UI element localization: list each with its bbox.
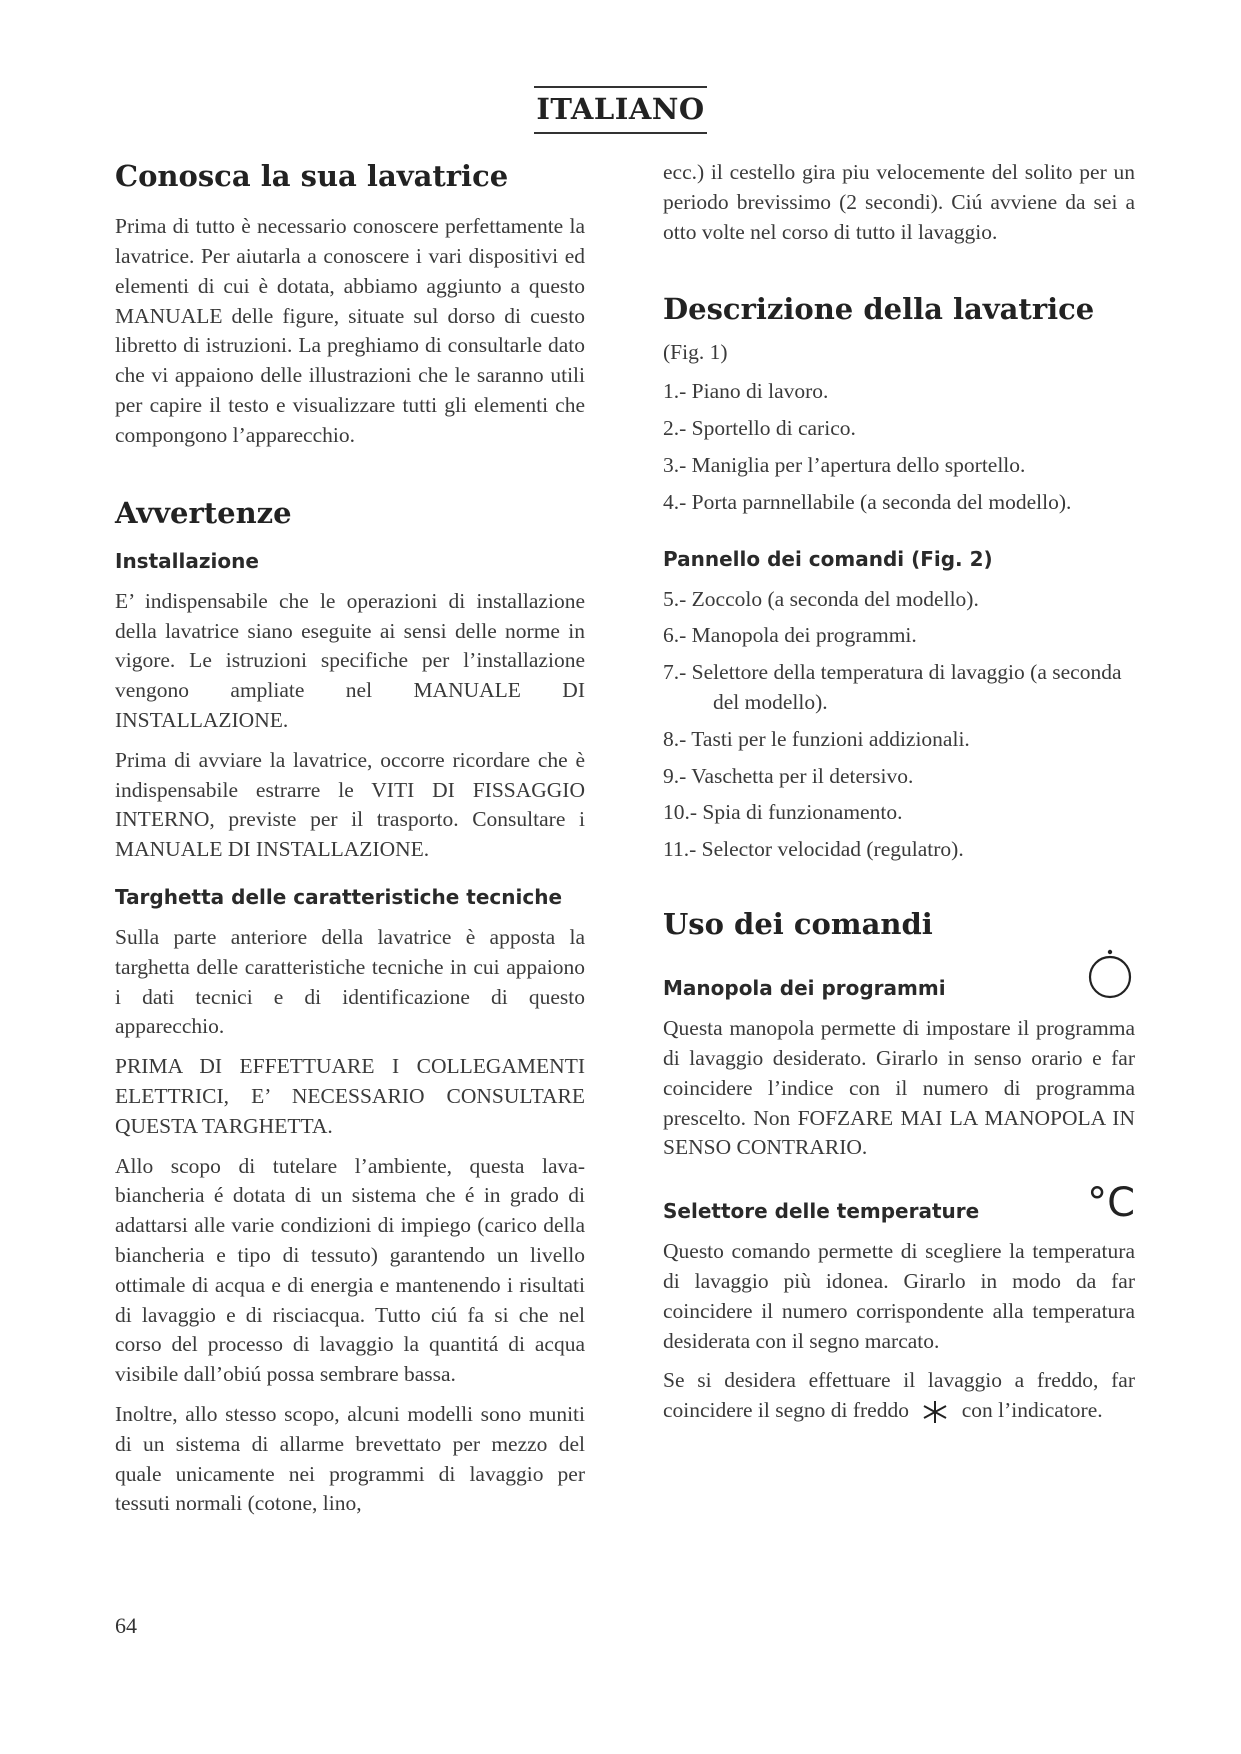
subsection-title-targhetta: Targhetta delle caratteristiche tecniche <box>115 885 563 910</box>
subsection-title-installazione: Installazione <box>115 548 259 573</box>
list-item: 4.- Porta parnnellabile (a seconda del modello). <box>663 489 1072 514</box>
subsection-title-manopola: Manopola dei programmi <box>663 976 946 1001</box>
subsection-title-temperature: Selettore delle temperature <box>663 1199 980 1224</box>
knob-heading-row <box>663 948 1135 1000</box>
list-item: 9.- Vaschetta per il detersivo. <box>663 763 914 788</box>
section-title-descrizione: Descrizione della lavatrice <box>663 292 1095 327</box>
left-column <box>115 158 585 1529</box>
targhetta-paragraph-3: Allo scopo di tutelare l’ambiente, questa lavabiancheria é dotata di un sistema che é in grado di adattarsi alle varie condizioni di impiego (carico della biancheria e tipo di tessuto) garantendo un livello ottimale di acqua e di energia e mantenendo i risultati di lavaggio e di risciacqua. Tutto ciú fa si che nel corso del processo di lavaggio la quantitá di acqua visibile dall’obiú possa sembrare bassa. <box>115 1153 585 1387</box>
language-title: ITALIANO <box>534 86 706 134</box>
manopola-paragraph: Questa manopola permette di impostare il programma di lavaggio desiderato. Girarlo in senso orario e far coincidere l’indice con il numero di programma prescelto. Non FOFZARE MAI LA MANOPOLA IN SENSO CONTRARIO. <box>663 1016 1135 1160</box>
subsection-title-pannello: Pannello dei comandi (Fig. 2) <box>663 546 993 571</box>
list-item: 2.- Sportello di carico. <box>663 416 856 441</box>
intro-paragraph: Prima di tutto è necessario conoscere perfettamente la lavatrice. Per aiutarla a conoscere i vari dispositivi ed elementi di cui è dotata, abbiamo aggiunto a questo MANUALE delle figure, situate sul dorso di cuesto libretto di istruzioni. La preghiamo di consultarle dato che vi appaiono delle illustrazioni che le saranno utili per capire il testo e visualizzare tutti gli elementi che compongono l’apparecchio. <box>115 214 585 447</box>
targhetta-paragraph-1: Sulla parte anteriore della lavatrice è apposta la targhetta delle caratteristiche tecniche in cui appaiono i dati tecnici e di identificazione di questo apparecchio. <box>115 925 585 1039</box>
targhetta-paragraph-4: Inoltre, allo stesso scopo, alcuni modelli sono muniti di un sistema di allarme brevettato per mezzo del quale unicamente nei programmi di lavaggio per tessuti normali (cotone, lino, <box>115 1402 585 1516</box>
list-item: 8.- Tasti per le funzioni addizionali. <box>663 726 970 751</box>
page-number: 64 <box>115 1613 137 1638</box>
fig-2-list <box>663 585 1135 865</box>
list-item: 1.- Piano di lavoro. <box>663 379 829 404</box>
celsius-icon: °C <box>1087 1180 1135 1227</box>
temperature-paragraph-2: Se si desidera effettuare il lavaggio a freddo, far coincidere il segno di freddo con l’indicatore. <box>663 1366 1135 1426</box>
temperature-paragraph-1: Questo comando permette di scegliere la temperatura di lavaggio più idonea. Girarlo in modo da far coincidere il numero corrispondente alla temperatura desiderata con il segno marcato. <box>663 1239 1135 1353</box>
installazione-paragraph-2: Prima di avviare la lavatrice, occorre ricordare che è indispensabile estrarre le VITI DI FISSAGGIO INTERNO, previste per il trasporto. Consultare i MANUALE DI INSTALLAZIONE. <box>115 747 585 862</box>
list-item: 3.- Maniglia per l’apertura dello sportello. <box>663 453 1026 478</box>
fig-1-list <box>663 377 1135 517</box>
program-knob-icon <box>1085 948 1135 1000</box>
list-item: 10.- Spia di funzionamento. <box>663 800 903 825</box>
section-title-conosca: Conosca la sua lavatrice <box>115 159 509 193</box>
header <box>0 86 1241 134</box>
list-item: 6.- Manopola dei programmi. <box>663 623 917 648</box>
list-item: 7.- Selettore della temperatura di lavaggio (a seconda del modello). <box>663 660 1122 715</box>
installazione-paragraph-1: E’ indispensabile che le operazioni di installazione della lavatrice siano eseguite ai sensi delle norme in vigore. Le istruzioni specifiche per l’installazione vengono ampliate nel MANUALE DI INSTALLAZIONE. <box>115 588 585 733</box>
fig-1-label: (Fig. 1) <box>663 339 728 364</box>
continued-paragraph: ecc.) il cestello gira piu velocemente del solito per un periodo brevissimo (2 secondi). Ciú avviene da sei a otto volte nel corso di tutto il lavaggio. <box>663 160 1135 244</box>
section-title-uso: Uso dei comandi <box>663 907 933 941</box>
section-title-avvertenze: Avvertenze <box>115 495 292 530</box>
temp-heading-row <box>663 1180 1135 1227</box>
right-column <box>663 158 1135 1436</box>
targhetta-paragraph-2: PRIMA DI EFFETTUARE I COLLEGAMENTI ELETTRICI, E’ NECESSARIO CONSULTARE QUESTA TARGHETTA. <box>115 1054 585 1138</box>
list-item: 11.- Selector velocidad (regulatro). <box>663 837 964 862</box>
list-item: 5.- Zoccolo (a seconda del modello). <box>663 586 979 611</box>
snowflake-icon <box>920 1398 950 1426</box>
